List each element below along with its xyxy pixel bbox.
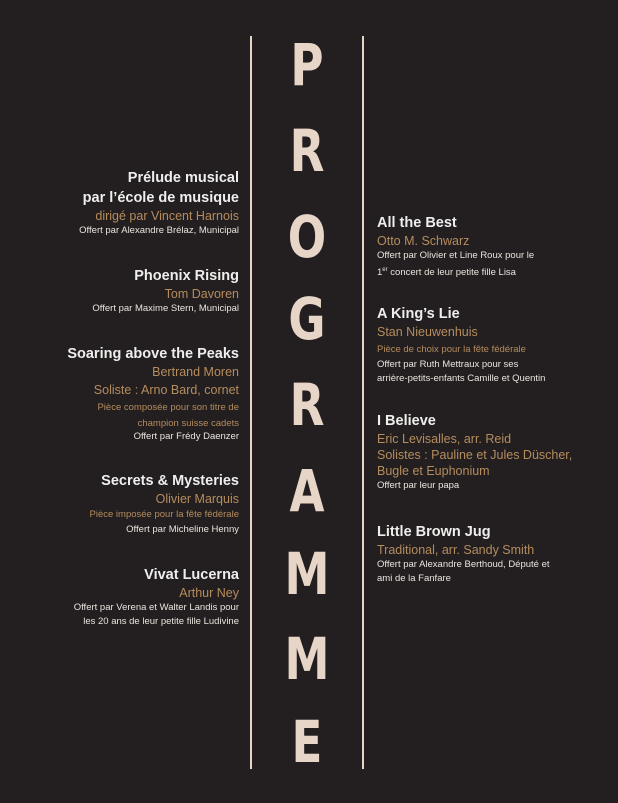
piece-conductor: dirigé par Vincent Harnois [95, 209, 239, 223]
piece-composer: Eric Levisalles, arr. Reid [377, 432, 512, 446]
program-item [9, 168, 239, 238]
piece-composer: Tom Davoren [164, 287, 239, 301]
program-item [29, 565, 239, 629]
heading-letter: E [291, 708, 323, 776]
piece-soloist: Bugle et Euphonium [377, 464, 490, 478]
right-divider-line [362, 36, 364, 769]
piece-title: Secrets & Mysteries [101, 473, 239, 489]
piece-sponsor: les 20 ans de leur petite fille Ludivine [83, 616, 239, 627]
heading-letter: R [289, 117, 325, 185]
piece-title: Little Brown Jug [377, 524, 491, 540]
piece-sponsor: Offert par leur papa [377, 480, 460, 491]
piece-title: A King’s Lie [377, 306, 460, 322]
piece-sponsor: Offert par Frédy Daenzer [133, 431, 239, 442]
piece-composer: Arthur Ney [179, 586, 239, 600]
program-item [377, 213, 587, 280]
heading-letter: A [289, 457, 325, 525]
piece-composer: Traditional, arr. Sandy Smith [377, 543, 535, 557]
piece-sponsor: ami de la Fanfare [377, 573, 451, 584]
heading-letter: R [289, 371, 325, 439]
piece-composer: Stan Nieuwenhuis [377, 325, 478, 339]
piece-title: All the Best [377, 215, 457, 231]
program-item [377, 411, 602, 493]
piece-composer: Bertrand Moren [152, 365, 239, 379]
program-item [377, 522, 587, 586]
piece-sponsor: Offert par Maxime Stern, Municipal [92, 303, 239, 314]
piece-sponsor: Offert par Alexandre Berthoud, Député et [377, 559, 550, 570]
piece-sponsor: 1er concert de leur petite fille Lisa [377, 267, 516, 279]
program-item [377, 304, 587, 386]
heading-letter: P [290, 31, 324, 99]
piece-sponsor: arrière-petits-enfants Camille et Quentin [377, 373, 546, 384]
left-divider-line [250, 36, 252, 769]
piece-title: I Believe [377, 413, 436, 429]
heading-letter: M [284, 540, 330, 608]
program-item [9, 344, 239, 444]
piece-note: Pièce composée pour son titre de [97, 402, 239, 413]
piece-sponsor: Offert par Olivier et Line Roux pour le [377, 250, 535, 261]
piece-soloist: Solistes : Pauline et Jules Düscher, [377, 448, 573, 462]
heading-letter: G [288, 285, 326, 353]
piece-title: Soaring above the Peaks [67, 346, 239, 362]
piece-note: champion suisse cadets [137, 418, 239, 429]
program-item [29, 266, 239, 316]
program-item [29, 471, 239, 537]
heading-letter: O [287, 203, 327, 271]
heading-letter: M [284, 625, 330, 693]
piece-sponsor: Offert par Verena et Walter Landis pour [73, 602, 239, 613]
piece-title: Phoenix Rising [134, 268, 239, 284]
piece-soloist: Soliste : Arno Bard, cornet [93, 383, 239, 397]
piece-title: par l’école de musique [82, 190, 239, 206]
piece-sponsor: Offert par Ruth Mettraux pour ses [377, 359, 519, 370]
piece-title: Vivat Lucerna [144, 567, 239, 583]
piece-sponsor: Offert par Alexandre Brélaz, Municipal [79, 225, 239, 236]
piece-sponsor: Offert par Micheline Henny [126, 524, 239, 535]
piece-note: Pièce imposée pour la fête fédérale [89, 509, 239, 520]
piece-composer: Otto M. Schwarz [377, 234, 470, 248]
piece-note: Pièce de choix pour la fête fédérale [377, 344, 526, 355]
piece-title: Prélude musical [127, 170, 239, 186]
piece-composer: Olivier Marquis [155, 492, 239, 506]
